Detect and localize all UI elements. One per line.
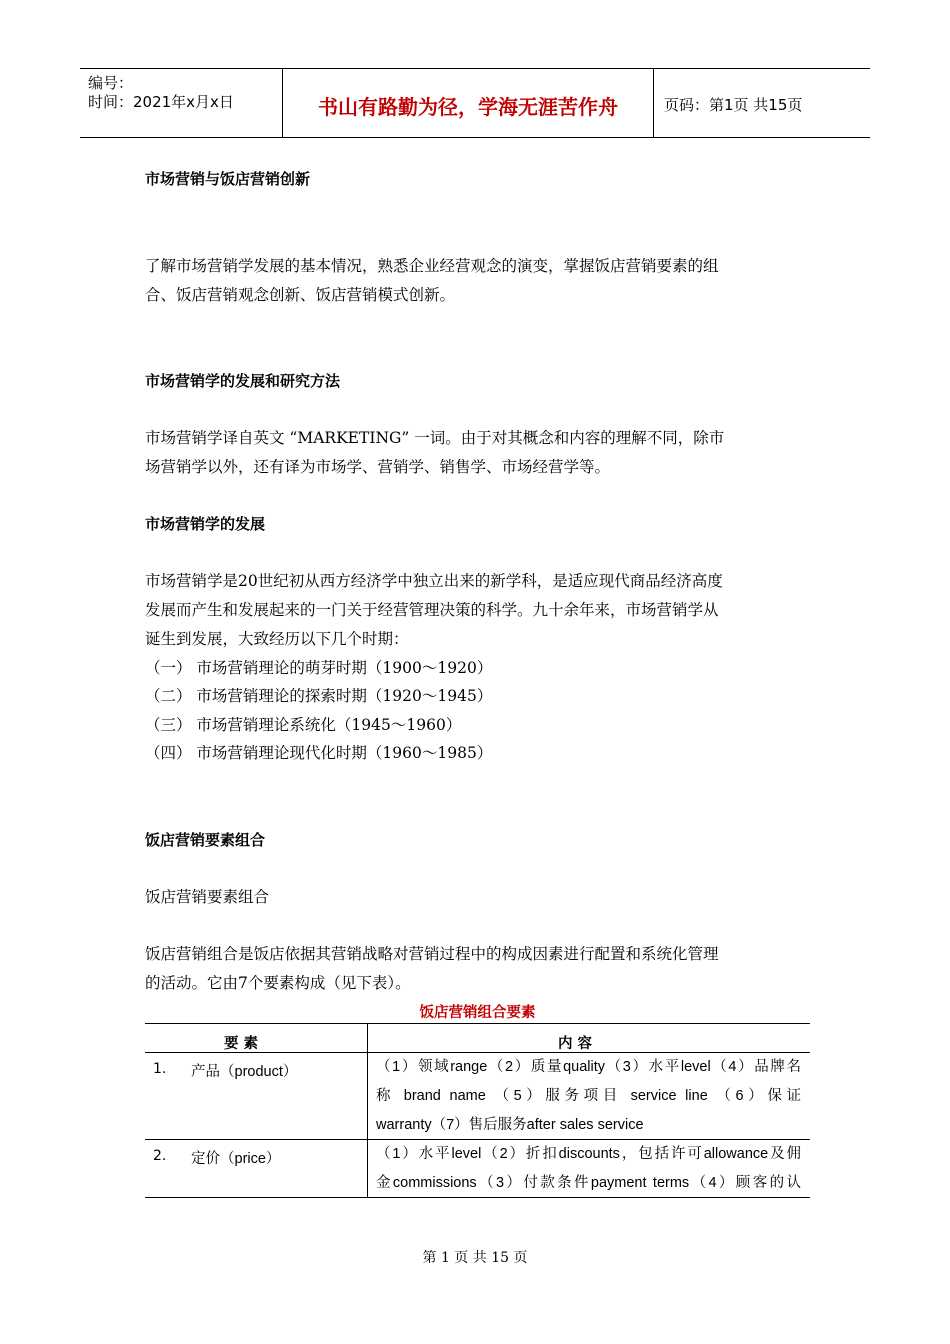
time-label: 时间：2021年x月x日: [88, 93, 234, 111]
subheading-hotel-marketing-mix: 饭店营销要素组合: [145, 888, 270, 906]
table-header-content: 内 容: [558, 1036, 593, 1052]
period-item: （二） 市场营销理论的探索时期（1920～1945）: [145, 687, 493, 705]
para3-line-2: 的活动。它由7个要素构成（见下表）。: [145, 974, 411, 992]
para3-line-1: 饭店营销组合是饭店依据其营销战略对营销过程中的构成因素进行配置和系统化管理: [145, 945, 719, 963]
table-row-content: [376, 1140, 801, 1198]
table-row-name: 产品（product）: [191, 1064, 298, 1080]
number-label: 编号：: [88, 74, 134, 92]
content-line: warranty（7）售后服务after sales service: [376, 1117, 644, 1133]
para2-line-1: 市场营销学是20世纪初从西方经济学中独立出来的新学科，是适应现代商品经济高度: [145, 572, 723, 590]
table-header-element: 要 素: [224, 1036, 259, 1052]
document-header: [80, 68, 870, 138]
period-item: （三） 市场营销理论系统化（1945～1960）: [145, 716, 462, 734]
table-row-name: 定价（price）: [191, 1151, 281, 1167]
period-item: （一） 市场营销理论的萌芽时期（1900～1920）: [145, 659, 493, 677]
motto: 书山有路勤为径，学海无涯苦作舟: [318, 95, 618, 119]
content-line: （1）领域range（2）质量quality（3）水平level（4）品牌名: [376, 1059, 801, 1075]
table-row-number: 1.: [153, 1061, 167, 1077]
header-info-cell: [80, 69, 283, 137]
period-item: （四） 市场营销理论现代化时期（1960～1985）: [145, 744, 493, 762]
page-footer: 第 1 页 共 15 页: [422, 1250, 528, 1266]
para2-line-2: 发展而产生和发展起来的一门关于经营管理决策的科学。九十余年来，市场营销学从: [145, 601, 719, 619]
heading-marketing-development-methods: 市场营销学的发展和研究方法: [145, 372, 341, 390]
heading-marketing-development: 市场营销学的发展: [145, 515, 266, 533]
content-line: 金commissions（3）付款条件payment terms（4）顾客的认: [376, 1175, 801, 1191]
para1-line-2: 场营销学以外，还有译为市场学、营销学、销售学、市场经营学等。: [145, 458, 611, 476]
header-motto-cell: [283, 69, 654, 137]
header-page-cell: [654, 69, 870, 137]
document-title: 市场营销与饭店营销创新: [145, 170, 311, 188]
table-caption: 饭店营销组合要素: [419, 1005, 536, 1021]
table-row-content: [376, 1053, 801, 1140]
heading-hotel-marketing-mix: 饭店营销要素组合: [145, 831, 266, 849]
intro-line-1: 了解市场营销学发展的基本情况，熟悉企业经营观念的演变，掌握饭店营销要素的组: [145, 257, 719, 275]
content-line: 称 brand name （5）服务项目 service line （6）保证: [376, 1088, 801, 1104]
content-line: （1）水平level（2）折扣discounts，包括许可allowance及佣: [376, 1146, 801, 1162]
table-row-number: 2.: [153, 1148, 167, 1164]
para1-line-1: 市场营销学译自英文 “MARKETING” 一词。由于对其概念和内容的理解不同，除市: [145, 429, 725, 447]
page-code: 页码：第1页 共15页: [664, 96, 803, 114]
intro-line-2: 合、饭店营销观念创新、饭店营销模式创新。: [145, 286, 456, 304]
para2-line-3: 诞生到发展，大致经历以下几个时期：: [145, 630, 409, 648]
